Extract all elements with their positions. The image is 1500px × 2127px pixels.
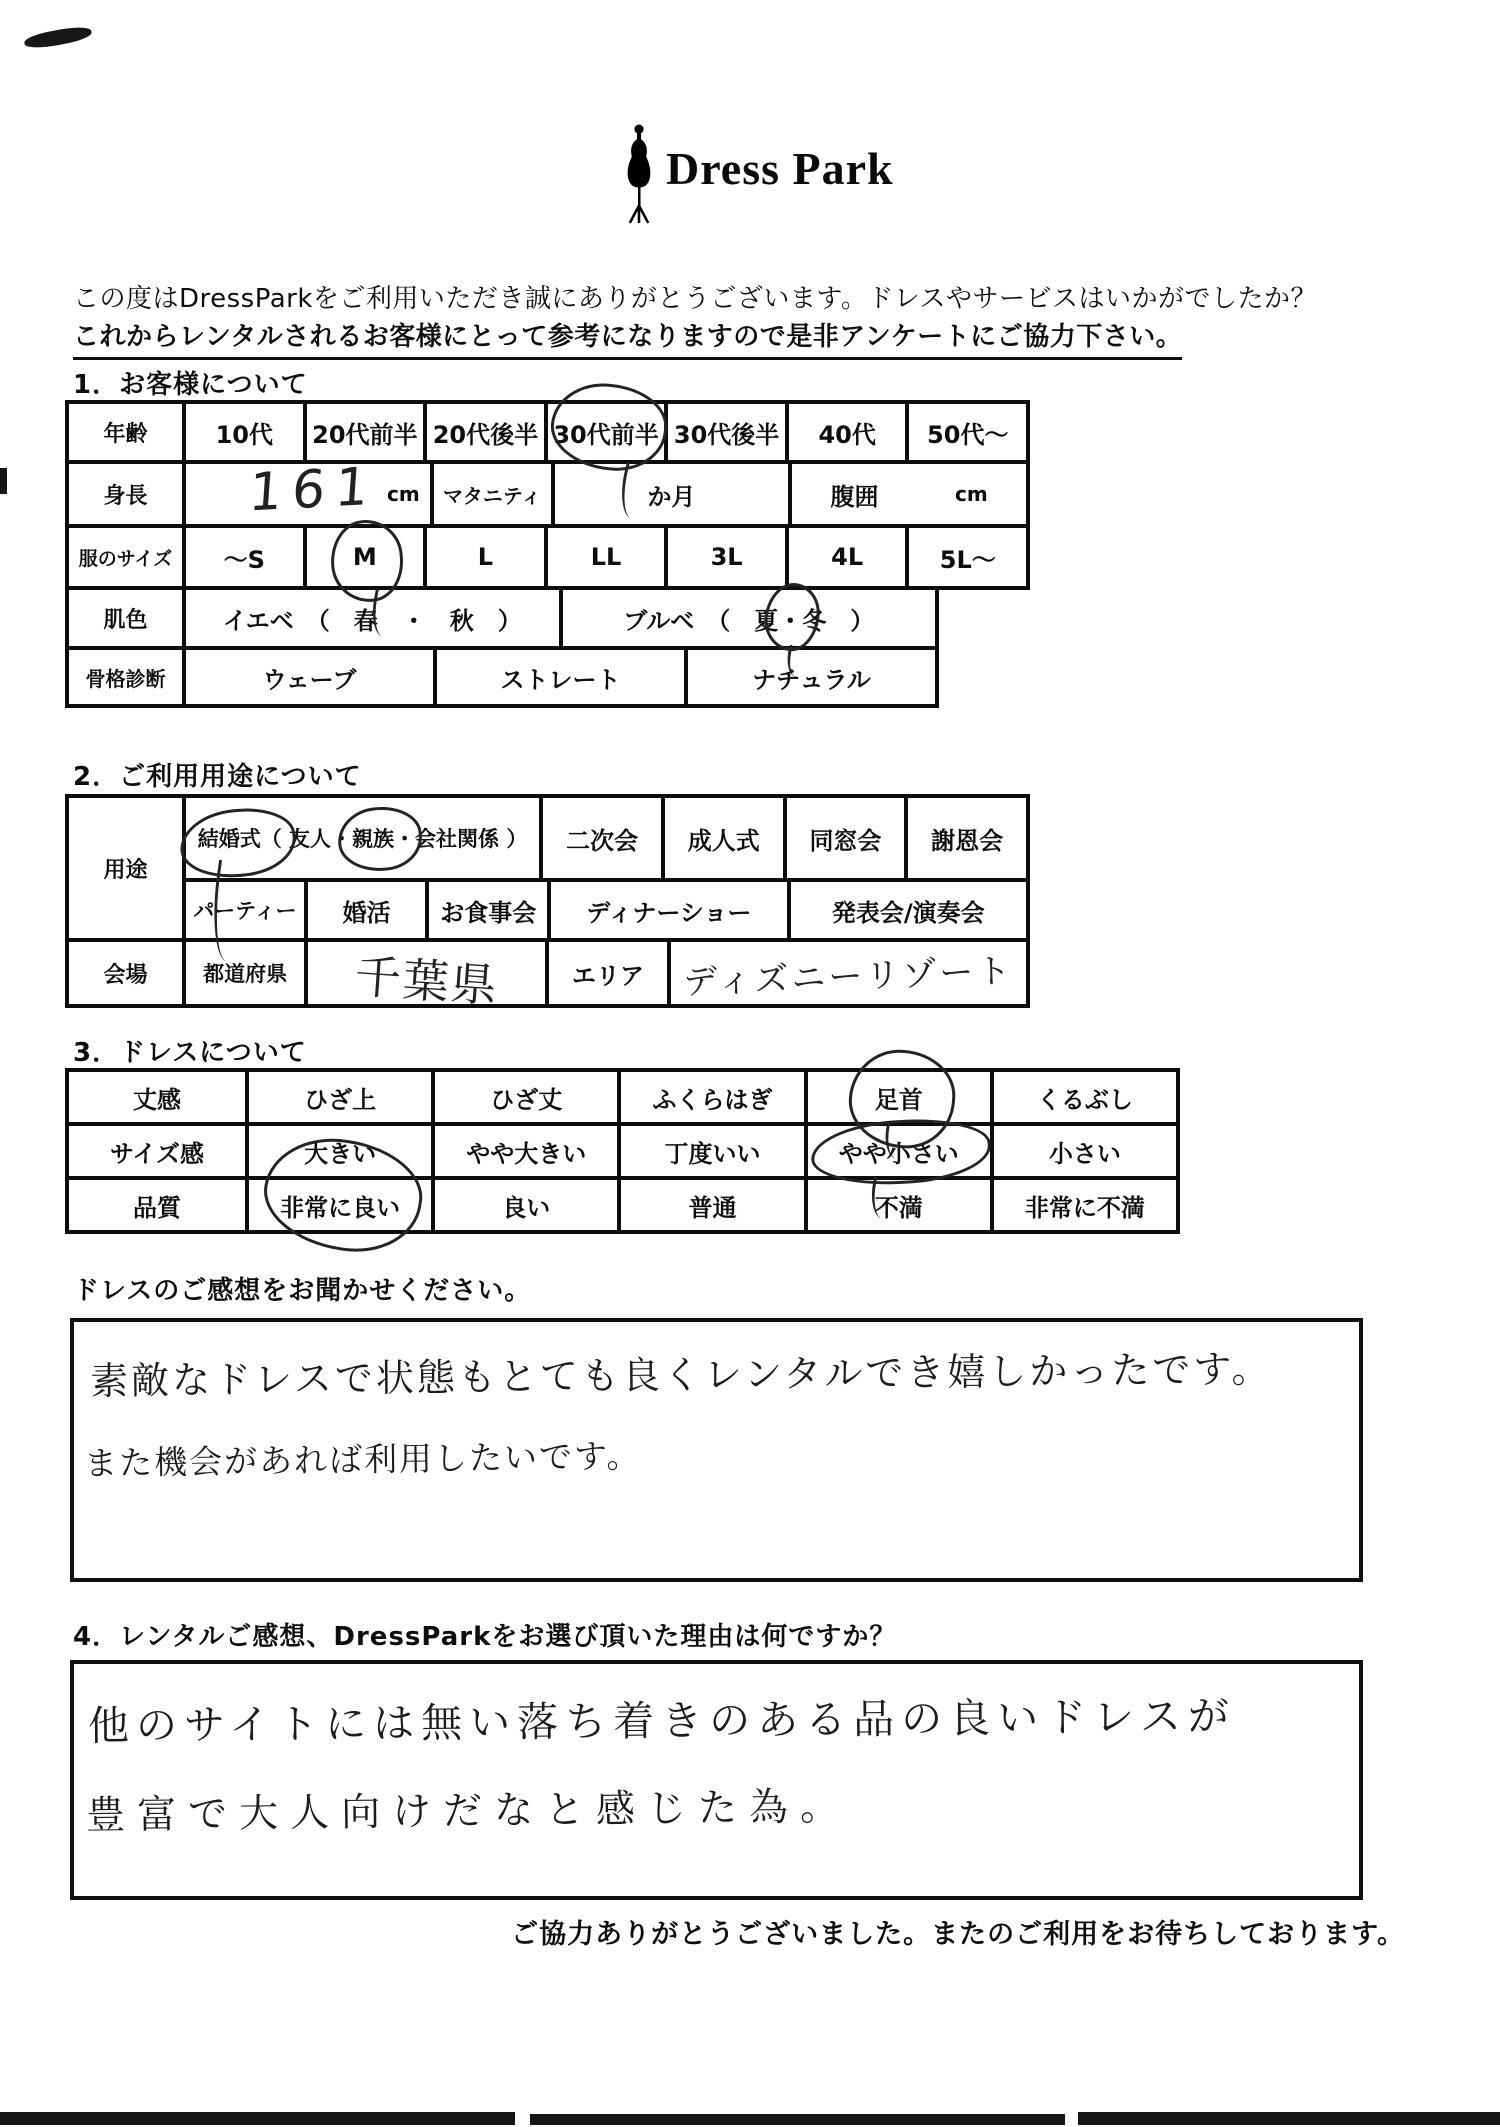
height-label: 身長	[103, 483, 148, 509]
feedback2-box	[70, 1660, 1363, 1900]
dress-form-icon	[620, 124, 658, 230]
length-option-ankle: 足首	[804, 1072, 990, 1122]
age-option-20s-early: 20代前半	[303, 404, 424, 460]
fit-option-slightly-big: やや大きい	[431, 1126, 617, 1176]
summer-winter-separator: ・	[778, 601, 802, 636]
purpose-row-1	[186, 798, 1026, 878]
fit-option-just-right: 丁度いい	[617, 1126, 803, 1176]
venue-label: 会場	[103, 962, 148, 988]
frame-diagnosis-row	[65, 646, 939, 708]
length-label: 丈感	[133, 1085, 181, 1114]
size-option-m: M	[303, 528, 424, 586]
purpose-option-recital: 発表会/演奏会	[787, 882, 1026, 938]
scan-artifact-left-edge	[0, 468, 7, 494]
frame-option-straight: ストレート	[433, 650, 684, 704]
purpose-option-konkatsu: 婚活	[304, 882, 426, 938]
purpose-rows	[65, 794, 1030, 942]
feedback2-line1: 他のサイトには無い落ち着きのある品の良いドレスが	[87, 1691, 1237, 1751]
skin-tone-row	[65, 586, 939, 650]
customer-table	[65, 400, 1030, 708]
wedding-word: 結婚式	[198, 823, 261, 853]
size-option-4l: 4L	[785, 528, 906, 586]
height-row	[65, 456, 1030, 528]
section2-heading: 2．ご利用用途について	[73, 762, 362, 792]
maternity-months-cell: か月	[551, 464, 789, 524]
feedback1-line1: 素敵なドレスで状態もとても良くレンタルでき嬉しかったです。	[89, 1346, 1273, 1404]
dress-quality-row	[65, 1176, 1180, 1234]
age-option-10s: 10代	[182, 404, 303, 460]
usage-table	[65, 794, 1030, 1013]
feedback1-heading: ドレスのご感想をお聞かせください。	[73, 1276, 532, 1306]
quality-option-very-unsatisfied: 非常に不満	[990, 1180, 1176, 1230]
skin-option-yellow-base: イエベ （ 春 ・ 秋 ）	[182, 590, 559, 646]
handwritten-height-value: 161	[247, 456, 381, 524]
dress-fit-row	[65, 1122, 1180, 1180]
purpose-option-dinner-meal: お食事会	[425, 882, 547, 938]
size-option-5l: 5L～	[905, 528, 1026, 586]
length-option-calf: ふくらはぎ	[617, 1072, 803, 1122]
height-unit: cm	[387, 482, 420, 506]
age-option-50s: 50代～	[905, 404, 1026, 460]
feedback2-heading: 4．レンタルご感想、DressParkをお選び頂いた理由は何ですか？	[73, 1622, 897, 1652]
dress-length-row	[65, 1068, 1180, 1126]
handwritten-prefecture: 千葉県	[352, 949, 501, 1013]
purpose-option-afterparty: 二次会	[539, 798, 661, 878]
age-option-30s-early: 30代前半	[544, 404, 665, 460]
length-option-anklebone: くるぶし	[990, 1072, 1176, 1122]
maternity-cell: マタニティ	[430, 464, 551, 524]
waist-cell: 腹囲 cm	[788, 464, 1026, 524]
clothing-size-label: 服のサイズ	[78, 547, 173, 570]
scan-artifact-bottom-3	[1078, 2112, 1500, 2125]
age-label: 年齢	[103, 421, 148, 447]
section3-heading: 3．ドレスについて	[73, 1038, 307, 1068]
purpose-option-wedding: 結婚式 （ 友人・ 親族 ・会社関係 ）	[186, 798, 539, 878]
feedback1-line2: また機会があれば利用したいです。	[83, 1436, 642, 1483]
size-option-s: ～S	[182, 528, 303, 586]
height-value-cell	[182, 456, 430, 524]
purpose-option-party: パーティー	[193, 899, 297, 923]
purpose-option-dinner-show: ディナーショー	[547, 882, 786, 938]
size-option-ll: LL	[544, 528, 665, 586]
relatives-word: 親族	[352, 823, 394, 853]
fit-option-slightly-small: やや小さい	[804, 1126, 990, 1176]
section1-heading: 1．お客様について	[73, 370, 308, 400]
quality-option-unsatisfied: 不満	[804, 1180, 990, 1230]
purpose-option-thanks-party: 謝恩会	[904, 798, 1026, 878]
intro-line-1: この度はDressParkをご利用いただき誠にありがとうございます。ドレスやサービスはいかがでしたか？	[73, 284, 1318, 314]
scan-artifact-bottom-1	[0, 2112, 515, 2125]
age-option-30s-late: 30代後半	[664, 404, 785, 460]
intro-line-2: これからレンタルされるお客様にとって参考になりますので是非アンケートにご協力下さい。	[73, 316, 1182, 360]
age-row	[65, 400, 1030, 464]
dresspark-logo	[620, 124, 894, 230]
purpose-row-2	[186, 878, 1026, 938]
handwritten-area: ディズニーリゾート	[682, 950, 1015, 1003]
area-value-cell	[667, 942, 1026, 1004]
quality-label: 品質	[133, 1193, 181, 1222]
length-option-knee: ひざ丈	[431, 1072, 617, 1122]
quality-option-good: 良い	[431, 1180, 617, 1230]
fit-label: サイズ感	[109, 1139, 205, 1168]
frame-option-wave: ウェーブ	[182, 650, 433, 704]
purpose-option-coming-of-age: 成人式	[661, 798, 783, 878]
age-option-40s: 40代	[785, 404, 906, 460]
quality-option-very-good: 非常に良い	[245, 1180, 431, 1230]
feedback1-box	[70, 1318, 1363, 1582]
purpose-label: 用途	[103, 857, 148, 883]
scan-artifact-top-left	[23, 24, 93, 51]
feedback2-line2: 豊富で大人向けだなと感じた為。	[85, 1784, 852, 1839]
dress-table	[65, 1068, 1180, 1234]
logo-wordmark: Dress Park	[666, 143, 894, 194]
frame-option-natural: ナチュラル	[684, 650, 935, 704]
frame-diagnosis-label: 骨格診断	[85, 666, 166, 691]
length-option-above-knee: ひざ上	[245, 1072, 431, 1122]
quality-option-normal: 普通	[617, 1180, 803, 1230]
size-option-l: L	[423, 528, 544, 586]
area-label: エリア	[545, 942, 667, 1004]
clothing-size-row	[65, 524, 1030, 590]
skin-tone-label: 肌色	[103, 607, 148, 633]
age-option-20s-late: 20代後半	[423, 404, 544, 460]
prefecture-label: 都道府県	[182, 942, 304, 1004]
prefecture-value-cell	[304, 942, 545, 1013]
scan-artifact-bottom-2	[530, 2114, 1065, 2125]
venue-row	[65, 938, 1030, 1013]
size-option-3l: 3L	[664, 528, 785, 586]
fit-option-big: 大きい	[245, 1126, 431, 1176]
footer-thanks: ご協力ありがとうございました。またのご利用をお待ちしております。	[511, 1919, 1405, 1950]
purpose-option-reunion: 同窓会	[783, 798, 905, 878]
skin-option-blue-base: ブルベ （ 夏 ・ 冬 ）	[559, 590, 936, 646]
fit-option-small: 小さい	[990, 1126, 1176, 1176]
